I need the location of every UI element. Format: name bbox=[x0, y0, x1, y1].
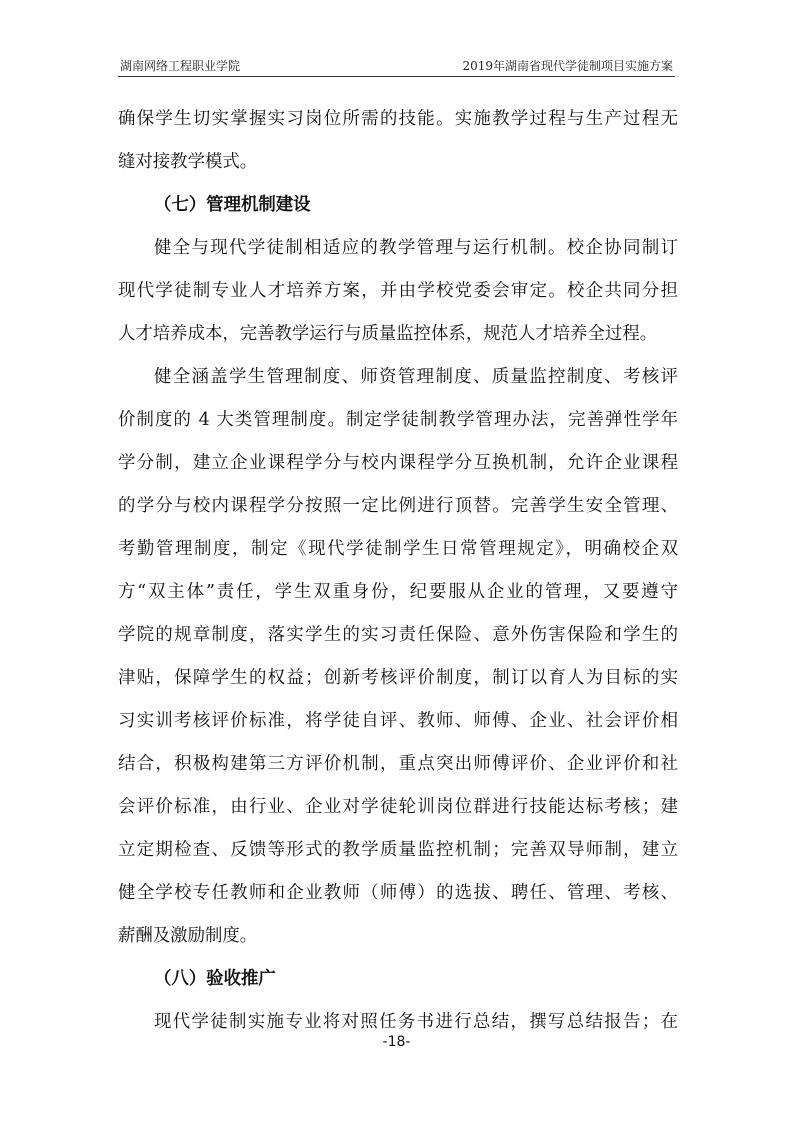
page-number: -18- bbox=[382, 1034, 411, 1050]
paragraph-line: 结合，积极构建第三方评价机制，重点突出师傅评价、企业评价和社 bbox=[118, 754, 678, 774]
paragraph-line: 方“双主体”责任，学生双重身份，纪要服从企业的管理，又要遵守 bbox=[118, 582, 678, 602]
paragraph-line: 学分制，建立企业课程学分与校内课程学分互换机制，允许企业课程 bbox=[118, 453, 678, 473]
section-heading-8: （八）验收推广 bbox=[154, 969, 276, 989]
paragraph-line: 习实训考核评价标准，将学徒自评、教师、师傅、企业、社会评价相 bbox=[118, 711, 678, 731]
paragraph-line: 学院的规章制度，落实学生的实习责任保险、意外伤害保险和学生的 bbox=[118, 625, 678, 645]
page-header bbox=[118, 56, 675, 77]
paragraph-line: 健全学校专任教师和企业教师（师傅）的选拔、聘任、管理、考核、 bbox=[118, 883, 678, 903]
document-body bbox=[118, 98, 678, 1044]
paragraph-line: 价制度的 4 大类管理制度。制定学徒制教学管理办法，完善弹性学年 bbox=[118, 410, 678, 430]
header-institution: 湖南网络工程职业学院 bbox=[120, 59, 241, 73]
paragraph-line: 确保学生切实掌握实习岗位所需的技能。实施教学过程与生产过程无 bbox=[118, 109, 678, 129]
header-document-title: 2019年湖南省现代学徒制项目实施方案 bbox=[462, 59, 673, 73]
paragraph-line: 健全与现代学徒制相适应的教学管理与运行机制。校企协同制订 bbox=[154, 238, 678, 258]
paragraph-line: 津贴，保障学生的权益；创新考核评价制度，制订以育人为目标的实 bbox=[118, 668, 678, 688]
paragraph-line: 现代学徒制实施专业将对照任务书进行总结，撰写总结报告；在 bbox=[154, 1012, 678, 1032]
paragraph-line: 的学分与校内课程学分按照一定比例进行顶替。完善学生安全管理、 bbox=[118, 496, 678, 516]
paragraph-line: 薪酬及激励制度。 bbox=[118, 926, 258, 946]
paragraph-line: 考勤管理制度，制定《现代学徒制学生日常管理规定》，明确校企双 bbox=[118, 539, 678, 559]
paragraph-line: 健全涵盖学生管理制度、师资管理制度、质量监控制度、考核评 bbox=[154, 367, 678, 387]
paragraph-line: 缝对接教学模式。 bbox=[118, 152, 258, 172]
paragraph-line: 立定期检查、反馈等形式的教学质量监控机制；完善双导师制，建立 bbox=[118, 840, 678, 860]
paragraph-line: 会评价标准，由行业、企业对学徒轮训岗位群进行技能达标考核；建 bbox=[118, 797, 678, 817]
section-heading-7: （七）管理机制建设 bbox=[154, 195, 311, 215]
paragraph-line: 现代学徒制专业人才培养方案，并由学校党委会审定。校企共同分担 bbox=[118, 281, 678, 301]
paragraph-line: 人才培养成本，完善教学运行与质量监控体系，规范人才培养全过程。 bbox=[118, 324, 658, 344]
